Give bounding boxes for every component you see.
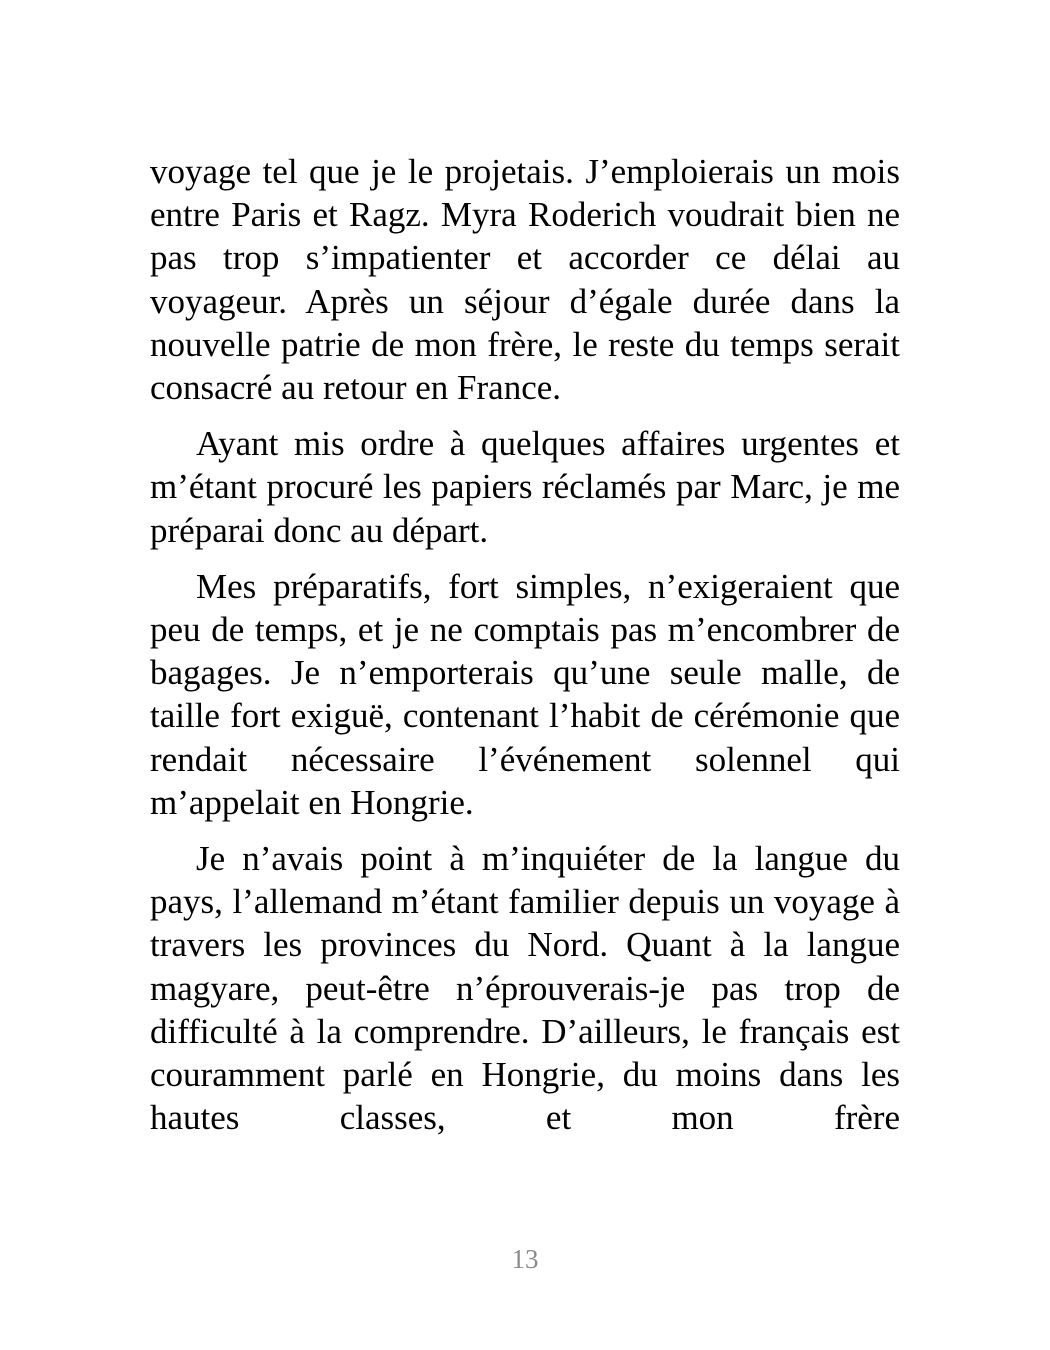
paragraph: Je n’avais point à m’inquiéter de la langue du pays, l’allemand m’étant familier depuis un voyage à travers les provinces du Nord. Quant à la langue magyare, peut-être n’éprouverais-je pas trop de difficulté à la comprendre. D’ailleurs, le français est couramment parlé en Hongrie, du moins dans les hautes classes, et mon frère xyxy=(150,839,900,1138)
paragraph-continuation: voyage tel que je le projetais. J’emploierais un mois entre Paris et Ragz. Myra Roderich voudrait bien ne pas trop s’impatienter et accorder ce délai au voyageur. Après un séjour d’égale durée dans la nouvelle patrie de mon frère, le reste du temps serait consacré au retour en France. xyxy=(150,152,900,408)
paragraph: Ayant mis ordre à quelques affaires urgentes et m’étant procuré les papiers réclamés par Marc, je me préparai donc au départ. xyxy=(150,424,900,550)
page-number: 13 xyxy=(511,1244,539,1274)
page-body xyxy=(150,150,900,1152)
paragraph: Mes préparatifs, fort simples, n’exigeraient que peu de temps, et je ne comptais pas m’encombrer de bagages. Je n’emporterais qu’une seule malle, de taille fort exiguë, contenant l’habit de cérémonie que rendait nécessaire l’événement solennel qui m’appelait en Hongrie. xyxy=(150,566,900,822)
